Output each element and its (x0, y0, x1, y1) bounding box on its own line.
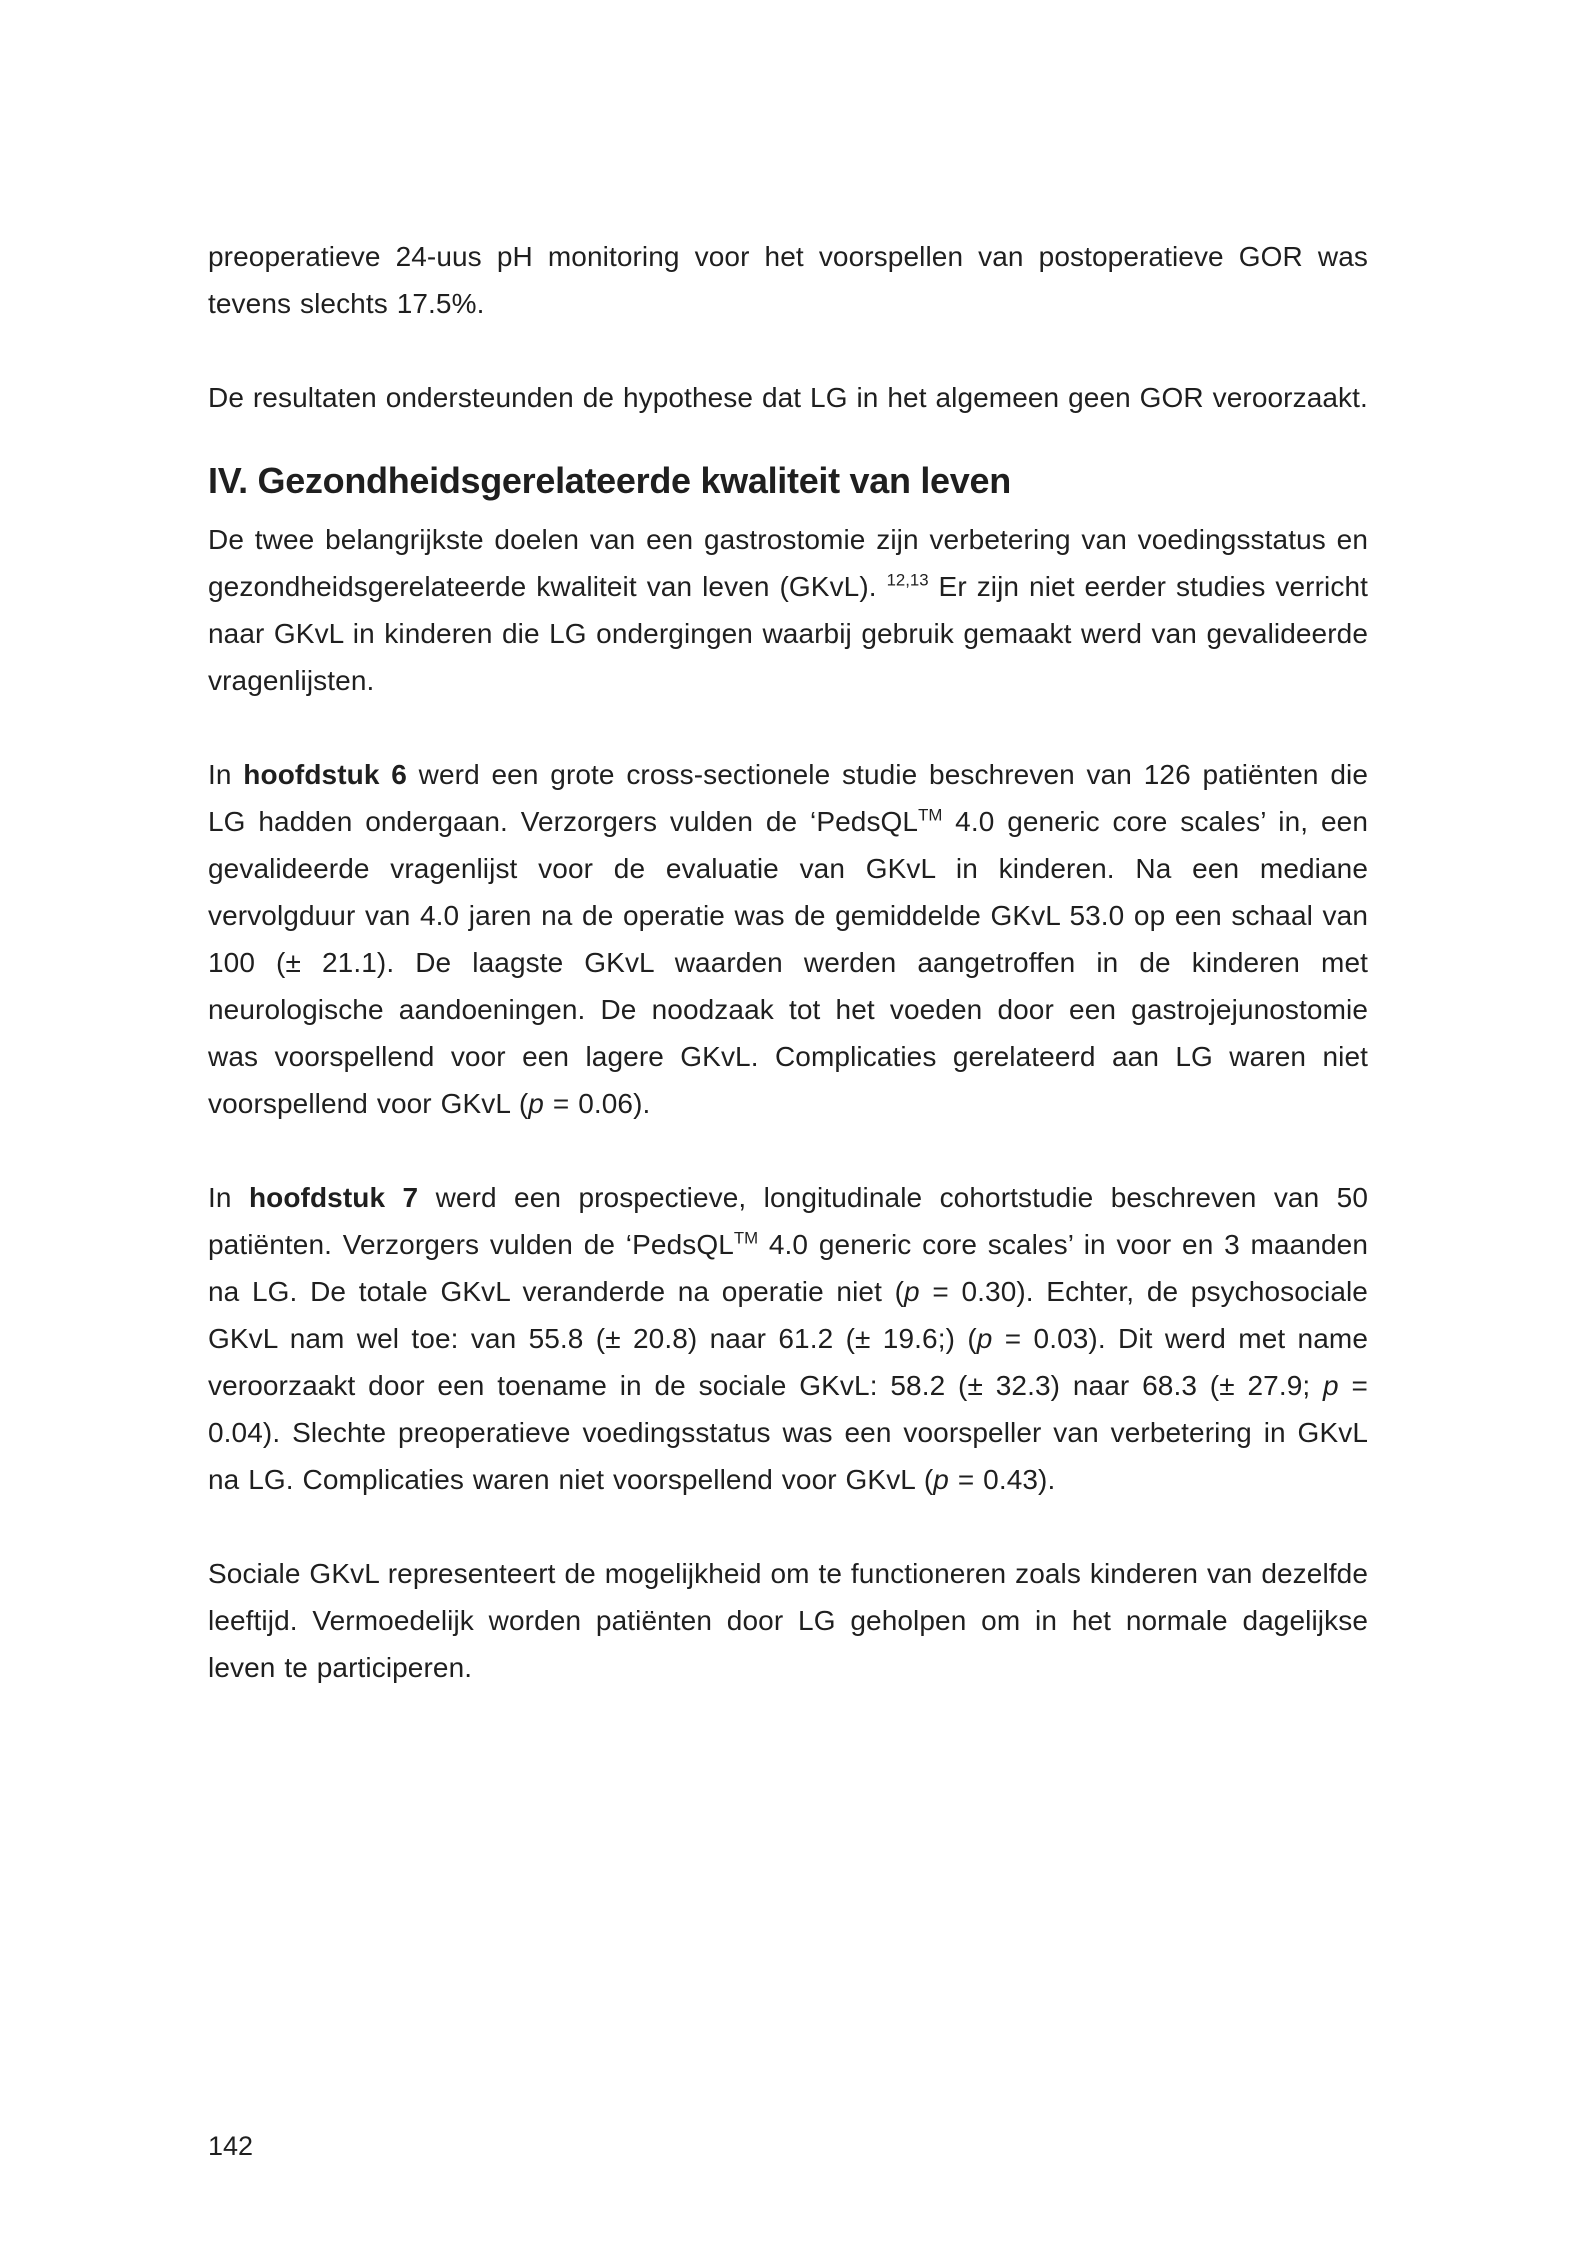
text-run: 4.0 generic core scales’ in, een gevalideerde vragenlijst voor de evaluatie van GKvL in kinderen. Na een mediane vervolgduur van 4.0 jaren na de operatie was de gemiddelde GKvL 53.0 op een schaal van 100 (± 21.1). De laagste GKvL waarden werden aangetroffen in de kinderen met neurologische aandoeningen. De noodzaak tot het voeden door een gastrojejunostomie was voorspellend voor een lagere GKvL. Complicaties gerelateerd aan LG waren niet voorspellend voor GKvL ( (208, 806, 1368, 1119)
text-run: = 0.30). Echter, de psychosociale GKvL nam wel toe: van 55.8 (± 20.8) naar 61.2 (± 19.6;) ( (208, 1276, 1368, 1354)
text-run: werd een grote cross-sectionele studie beschreven van 126 patiënten die LG hadden ondergaan. Verzorgers vulden de ‘PedsQL (208, 759, 1369, 837)
bold-text: hoofdstuk 7 (248, 1182, 419, 1213)
text-run: preoperatieve 24-uus pH monitoring voor het voorspellen van postoperatieve GOR was tevens slechts 17.5%. (208, 241, 1368, 319)
text-run: 4.0 generic core scales’ in voor en 3 maanden na LG. De totale GKvL veranderde na operatie niet ( (208, 1229, 1369, 1307)
text-run: De resultaten ondersteunden de hypothese dat LG in het algemeen geen GOR veroorzaakt. (208, 382, 1368, 413)
superscript: TM (733, 1228, 759, 1248)
paragraph-continued (208, 233, 1368, 327)
italic-text: p (976, 1323, 993, 1354)
section-heading: IV. Gezondheidsgerelateerde kwaliteit van leven (208, 460, 1011, 501)
superscript: TM (918, 805, 943, 825)
page-content (208, 233, 1368, 1738)
superscript: 12,13 (886, 570, 929, 590)
paragraph-conclusion (208, 1550, 1368, 1691)
text-run: In (208, 1182, 249, 1213)
text-run: Sociale GKvL representeert de mogelijkheid om te functioneren zoals kinderen van dezelfde leeftijd. Vermoedelijk worden patiënten door LG geholpen om in het normale dagelijkse leven te participeren. (208, 1558, 1368, 1683)
paragraph-hoofdstuk-7 (208, 1174, 1368, 1503)
text-run: Er zijn niet eerder studies verricht naar GKvL in kinderen die LG ondergingen waarbij gebruik gemaakt werd van gevalideerde vragenlijsten. (208, 571, 1368, 696)
text-run: In (208, 759, 244, 790)
italic-text: p (1323, 1370, 1339, 1401)
text-run: = 0.06). (543, 1088, 651, 1119)
italic-text: p (528, 1088, 544, 1119)
paragraph-hoofdstuk-6 (208, 751, 1368, 1127)
italic-text: p (904, 1276, 920, 1307)
text-run: = 0.43). (948, 1464, 1056, 1495)
paragraph-intro-gkvl (208, 516, 1368, 704)
text-run: = 0.03). Dit werd met name veroorzaakt door een toename in de sociale GKvL: 58.2 (± 32.3) naar 68.3 (± 27.9; (208, 1323, 1368, 1401)
page-number: 142 (208, 2131, 254, 2161)
text-run: werd een prospectieve, longitudinale cohortstudie beschreven van 50 patiënten. Verzorgers vulden de ‘PedsQL (208, 1182, 1368, 1260)
bold-text: hoofdstuk 6 (243, 759, 407, 790)
text-run: = 0.04). Slechte preoperatieve voedingsstatus was een voorspeller van verbetering in GKvL na LG. Complicaties waren niet voorspellend voor GKvL ( (208, 1370, 1368, 1495)
paragraph-results (208, 374, 1368, 421)
italic-text: p (933, 1464, 949, 1495)
text-run: De twee belangrijkste doelen van een gastrostomie zijn verbetering van voedingsstatus en gezondheidsgerelateerde kwaliteit van leven (GKvL). (208, 524, 1368, 602)
